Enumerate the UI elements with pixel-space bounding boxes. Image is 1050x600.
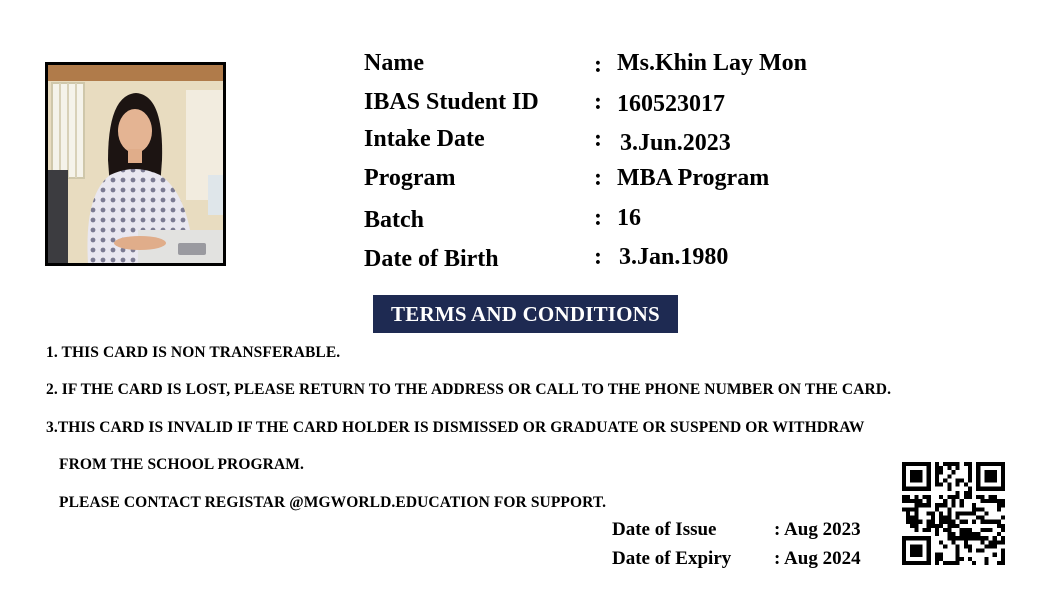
qr-code bbox=[902, 462, 1005, 565]
term-line: 1. THIS CARD IS NON TRANSFERABLE. bbox=[46, 344, 341, 361]
term-line: PLEASE CONTACT REGISTAR @MGWORLD.EDUCATION FOR SUPPORT. bbox=[59, 494, 607, 511]
date-of-expiry-value: : Aug 2024 bbox=[774, 548, 861, 569]
info-label: Intake Date bbox=[364, 126, 485, 152]
info-label: Batch bbox=[364, 207, 424, 233]
terms-title: TERMS AND CONDITIONS bbox=[373, 295, 678, 333]
info-value: 16 bbox=[617, 205, 641, 231]
info-value: 3.Jan.1980 bbox=[619, 244, 729, 270]
term-line: 3.THIS CARD IS INVALID IF THE CARD HOLDER IS DISMISSED OR GRADUATE OR SUSPEND OR WITHDRAW bbox=[46, 419, 865, 436]
info-separator: : bbox=[594, 52, 602, 78]
info-value: 3.Jun.2023 bbox=[620, 130, 731, 156]
info-separator: : bbox=[594, 89, 602, 115]
info-separator: : bbox=[594, 165, 602, 191]
info-separator: : bbox=[594, 126, 602, 152]
term-line: FROM THE SCHOOL PROGRAM. bbox=[59, 456, 304, 473]
info-separator: : bbox=[594, 205, 602, 231]
info-label: IBAS Student ID bbox=[364, 89, 539, 115]
date-of-issue-label: Date of Issue bbox=[612, 519, 717, 540]
student-photo bbox=[45, 62, 226, 266]
info-separator: : bbox=[594, 244, 602, 270]
date-of-issue-value: : Aug 2023 bbox=[774, 519, 861, 540]
info-label: Name bbox=[364, 50, 424, 76]
info-value: 160523017 bbox=[617, 91, 725, 117]
student-photo-image bbox=[48, 65, 223, 263]
term-line: 2. IF THE CARD IS LOST, PLEASE RETURN TO THE ADDRESS OR CALL TO THE PHONE NUMBER ON THE CARD. bbox=[46, 381, 892, 398]
date-of-expiry-label: Date of Expiry bbox=[612, 548, 732, 569]
info-value: Ms.Khin Lay Mon bbox=[617, 50, 808, 76]
info-label: Date of Birth bbox=[364, 246, 499, 272]
info-value: MBA Program bbox=[617, 165, 770, 191]
info-label: Program bbox=[364, 165, 456, 191]
